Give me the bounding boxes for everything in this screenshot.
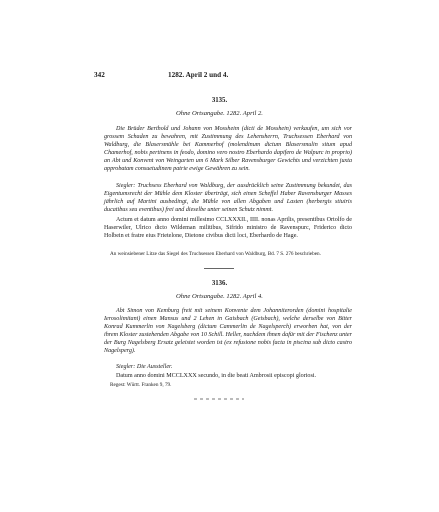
entry-dating-clause: Datum anno domini MCCLXXX secundo, in die beati Ambrosii episcopi gloriosi. (116, 373, 317, 379)
entry-seal-note: An weinsiebener Litze das Siegel des Truchsessen Eberhard von Waldburg, Bd. 7 S. 276 beschrieben. (110, 251, 321, 257)
entry-number: 3136. (211, 280, 228, 287)
entry-regest-note: Regest: Württ. Franken 9, 79. (110, 382, 172, 388)
entry-number: 3135. (211, 97, 228, 104)
entry-dateline: Ohne Ortsangabe. 1282. April 2. (176, 110, 263, 117)
entry-sealer: Siegler: Die Aussteller. (116, 364, 173, 370)
entry-abstract: Abt Simon von Kemburg freit mit seinem Konvente dem Johanniterorden (domini hospitalie Ierosolimitani) einen Mansus und 2 Lehen in Gaisbach (Geisbach), welche derselbe von Bitter Konrad Kummerlin von Nagelsberg (dictum Cammerlin de Nagelsperch) erworben hat, von der ihrem Kloster zustehenden Abgabe von 10 Schill. Heller, nachdem ihnen dafür mit der Fischenz unter der Burg Nagelsberg Ersatz geleistet worden ist (ex refusione nobis facta in piscina sub dicto castro Nagelsperg). (104, 308, 352, 355)
section-separator (194, 398, 244, 400)
running-header (94, 71, 352, 80)
running-title: 1282. April 2 und 4. (168, 71, 229, 79)
entry-dateline: Ohne Ortsangabe. 1282. April 4. (176, 293, 263, 300)
section-separator (204, 268, 234, 269)
entry-sealer: Siegler: Truchsess Eberhard von Waldburg, der ausdrücklich seine Zustimmung bekundet, das Eigentumsrecht der Mühle dem Kloster überträgt, sich einen Scheffel Haber Ravensburger Masses jährlich auf Martini ausbedingt, die Mühle von allen Abgaben und Lasten (herbergis stiuiris ducatibus seu eventibus) frei und dieselbe unter seinen Schutz nimmt. (104, 183, 352, 214)
entry-dating-clause: Actum et datum anno domini millesimo CCLXXXII., IIII. nonas Aprilis, presentibus Ortolfo de Haserwiler, Ulrico dicto Wildeman militibus, Sifrido ministro de Ravenspurc, Friderico dicto Holbein et fratre eius Frietelone, Dietone civibus dicti loci, Eberhardo de Hage. (104, 217, 352, 240)
entry-abstract: Die Brüder Berthold und Johann von Mossheim (dicti de Mosshein) verkaufen, um sich vor grossem Schaden zu bewahren, mit Zustimmung des Lehensherrn, Truchsessen Eberhard von Waldburg, die Blasersmühle bei Kammerhof (molendinum dictum Blasersmulin situm apud Chamerhof, nobis pertinens in feodo, domino vero nostro Eberhardo dapifero de Walpurc in proprio) an Abt und Konvent von Weingarten um 6 Mark Silber Ravensburger Gewichts und verzichten juxta approbatam consuetudinem patrie ewige Gewähren zu sein. (104, 126, 352, 173)
page-number: 342 (94, 71, 105, 79)
